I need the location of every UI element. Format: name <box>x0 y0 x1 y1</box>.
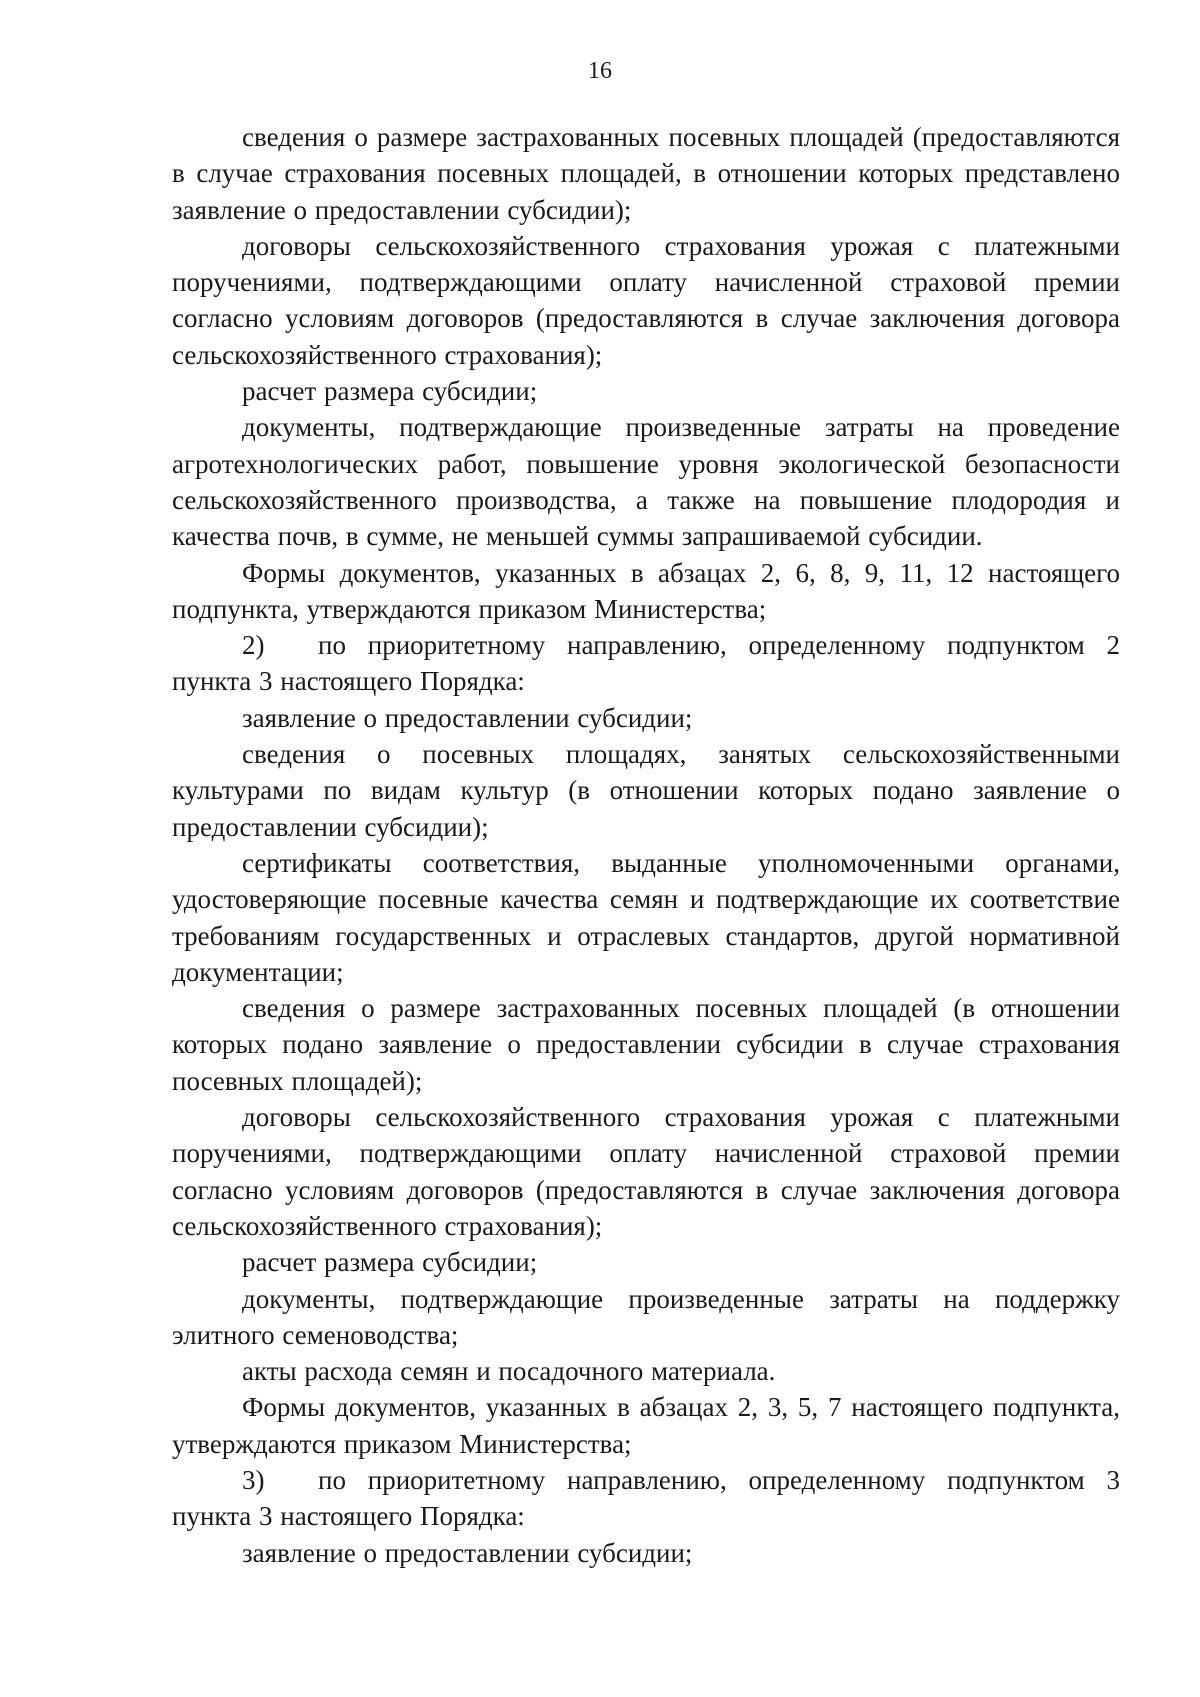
list-item-paragraph <box>172 627 1120 700</box>
paragraph: Формы документов, указанных в абзацах 2, 3, 5, 7 настоящего подпункта, утверждаются приказом Министерства; <box>172 1392 1120 1459</box>
list-item-paragraph <box>172 1462 1120 1535</box>
paragraph: сертификаты соответствия, выданные уполномоченными органами, удостоверяющие посевные качества семян и подтверждающие их соответствие требованиям государственных и отраслевых стандартов, другой нормативной документации; <box>172 847 1120 987</box>
paragraph: заявление о предоставлении субсидии; <box>242 1537 693 1568</box>
paragraph: расчет размера субсидии; <box>242 1247 538 1278</box>
paragraph: расчет размера субсидии; <box>242 376 538 407</box>
document-body <box>172 119 1120 1571</box>
list-item-number: 2) <box>242 630 265 661</box>
paragraph: документы, подтверждающие произведенные затраты на проведение агротехнологических работ, повышение уровня экологической безопасности сельскохозяйственного производства, а также на повышение плодородия и качества почв, в сумме, не меньшей суммы запрашиваемой субсидии. <box>172 412 1120 552</box>
paragraph: Формы документов, указанных в абзацах 2, 6, 8, 9, 11, 12 настоящего подпункта, утверждаются приказом Министерства; <box>172 557 1120 624</box>
paragraph: сведения о посевных площадях, занятых сельскохозяйственными культурами по видам культур (в отношении которых подано заявление о предоставлении субсидии); <box>172 739 1120 842</box>
paragraph: заявление о предоставлении субсидии; <box>242 702 693 733</box>
page-number: 16 <box>588 58 612 84</box>
paragraph: акты расхода семян и посадочного материала. <box>242 1356 776 1387</box>
list-item-text: по приоритетному направлению, определенному подпунктом 3 пункта 3 настоящего Порядка: <box>172 1464 1120 1532</box>
paragraph: сведения о размере застрахованных посевных площадей (предоставляются в случае страхования посевных площадей, в отношении которых представлено заявление о предоставлении субсидии); <box>172 122 1120 225</box>
paragraph: документы, подтверждающие произведенные затраты на поддержку элитного семеноводства; <box>172 1283 1120 1350</box>
list-item-number: 3) <box>242 1464 265 1495</box>
paragraph: сведения о размере застрахованных посевных площадей (в отношении которых подано заявление о предоставлении субсидии в случае страхования посевных площадей); <box>172 993 1120 1096</box>
paragraph: договоры сельскохозяйственного страхования урожая с платежными поручениями, подтверждающими оплату начисленной страховой премии согласно условиям договоров (предоставляются в случае заключения договора сельскохозяйственного страхования); <box>172 230 1120 370</box>
paragraph: договоры сельскохозяйственного страхования урожая с платежными поручениями, подтверждающими оплату начисленной страховой премии согласно условиям договоров (предоставляются в случае заключения договора сельскохозяйственного страхования); <box>172 1102 1120 1241</box>
list-item-text: по приоритетному направлению, определенному подпунктом 2 пункта 3 настоящего Порядка: <box>172 630 1120 697</box>
